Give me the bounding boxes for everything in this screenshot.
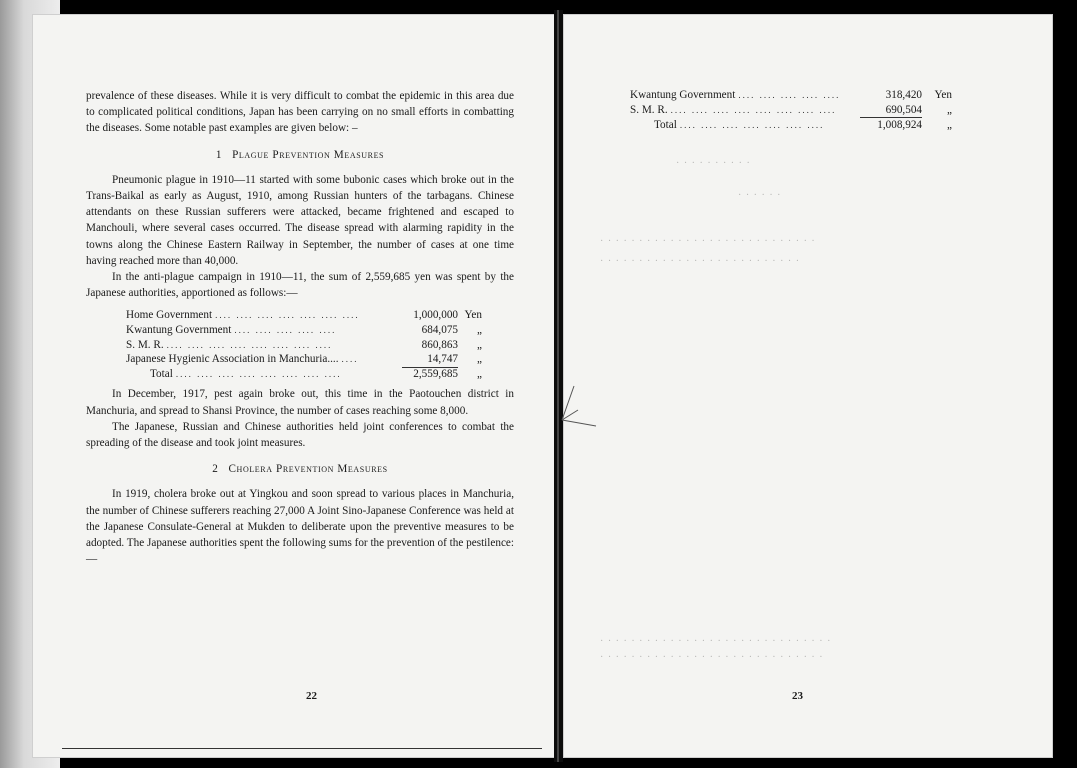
paragraph-plague-cost: In the anti-plague campaign in 1910—11, the sum of 2,559,685 yen was spent by the Japanese authorities, apportioned as follows:—	[86, 271, 514, 300]
page-number-left: 22	[306, 690, 317, 702]
bleed-through-text: · · · · · · · · · · · · · · · · · · · · · · · · · · · · · ·	[600, 636, 832, 647]
total-amount: 2,559,685	[413, 367, 458, 380]
total-unit: „	[947, 118, 952, 131]
expense-total-row	[126, 366, 482, 381]
plague-expense-table	[126, 307, 482, 380]
expense-name: Japanese Hygienic Association in Manchuria....	[126, 353, 339, 366]
total-unit: „	[477, 367, 482, 380]
leader-dots: .... .... .... .... .... .... .... ....	[166, 339, 333, 350]
total-label: Total	[150, 367, 173, 380]
expense-row	[126, 307, 482, 322]
expense-unit: Yen	[464, 309, 482, 322]
paragraph-plague-1917: In December, 1917, pest again broke out, this time in the Paotouchen district in Manchuria, and spread to Shansi Province, the number of cases reaching some 8,000.	[86, 388, 514, 417]
expense-row	[126, 351, 482, 366]
section-number: 2	[212, 463, 219, 476]
total-amount: 1,008,924	[877, 118, 922, 131]
expense-unit: „	[477, 353, 482, 366]
expense-unit: Yen	[934, 89, 952, 101]
expense-name: S. M. R.	[630, 103, 668, 116]
expense-unit: „	[477, 324, 482, 337]
expense-row	[126, 337, 482, 352]
leader-dots: .... .... .... .... ....	[738, 90, 841, 100]
paragraph-plague-history: Pneumonic plague in 1910—11 started with some bubonic cases which broke out in the Trans-Baikal as early as August, 1910, among Russian hunters of the tarbagans. Chinese attendants on these Russian sufferers were attacked, became frightened and escaped to Manchouli, where several cases occurred. The disease spread with alarming rapidity in the towns along the Chinese Eastern Railway in September, the number of cases at one time having reached more than 40,000.	[86, 173, 514, 267]
expense-row	[126, 322, 482, 337]
expense-name: S. M. R.	[126, 338, 164, 351]
bleed-through-text: · · · · · · · · · ·	[676, 158, 751, 169]
expense-name: Kwantung Government	[126, 324, 232, 337]
left-page-text	[86, 88, 514, 567]
paragraph-cholera: In 1919, cholera broke out at Yingkou and soon spread to various places in Manchuria, the number of Chinese sufferers reaching 27,000 A Joint Sino-Japanese Conference was held at the Japanese Consulate-General at Mukden to deliberate upon the preventive measures to be adopted. The Japanese authorities spent the following sums for the prevention of the pestilence:—	[86, 488, 514, 566]
bottom-rule	[62, 748, 542, 749]
leader-dots: .... .... .... .... .... .... .... ....	[670, 104, 837, 115]
expense-amount: 1,000,000	[413, 309, 458, 322]
total-label: Total	[654, 118, 677, 131]
expense-total-row	[630, 118, 952, 133]
expense-amount: 690,504	[860, 103, 922, 119]
expense-amount: 860,863	[421, 338, 458, 351]
expense-amount: 684,075	[421, 324, 458, 337]
bleed-through-text: · · · · · · · · · · · · · · · · · · · · · · · · · · · · ·	[600, 652, 824, 663]
expense-row	[630, 103, 952, 118]
expense-row	[630, 88, 952, 103]
bleed-through-text: · · · · · · · · · · · · · · · · · · · · · · · · · ·	[600, 256, 801, 267]
expense-name: Kwantung Government	[630, 89, 736, 101]
expense-amount: 318,420	[885, 89, 922, 101]
spine-crease	[557, 10, 559, 762]
expense-unit: „	[947, 103, 952, 116]
leader-dots: ....	[341, 354, 359, 365]
page-crease-mark	[560, 382, 600, 432]
page-number-right: 23	[792, 690, 803, 702]
expense-amount: 14,747	[402, 351, 458, 368]
leader-dots: .... .... .... .... .... .... .... ....	[175, 368, 342, 379]
bleed-through-text: · · · · · · · · · · · · · · · · · · · · · · · · · · · ·	[600, 236, 816, 247]
leader-dots: .... .... .... .... .... .... ....	[679, 119, 825, 130]
section-title: Plague Prevention Measures	[232, 148, 385, 161]
section-heading-cholera	[86, 461, 514, 477]
paragraph-intro: prevalence of these diseases. While it is very difficult to combat the epidemic in this area due to complicated political conditions, Japan has been carrying on no small efforts in combatting the diseases. Some notable past examples are given below: –	[86, 90, 514, 135]
paragraph-joint-measures: The Japanese, Russian and Chinese authorities held joint conferences to combat the spreading of the disease and took joint measures.	[86, 420, 514, 450]
expense-name: Home Government	[126, 309, 213, 322]
leader-dots: .... .... .... .... ....	[234, 325, 337, 336]
expense-unit: „	[477, 338, 482, 351]
bleed-through-text: · · · · · ·	[738, 190, 782, 201]
section-number: 1	[215, 148, 223, 161]
cholera-expense-table	[630, 88, 952, 132]
section-heading-plague	[86, 147, 514, 163]
section-title: Cholera Prevention Measures	[228, 463, 388, 476]
leader-dots: .... .... .... .... .... .... ....	[215, 310, 360, 321]
